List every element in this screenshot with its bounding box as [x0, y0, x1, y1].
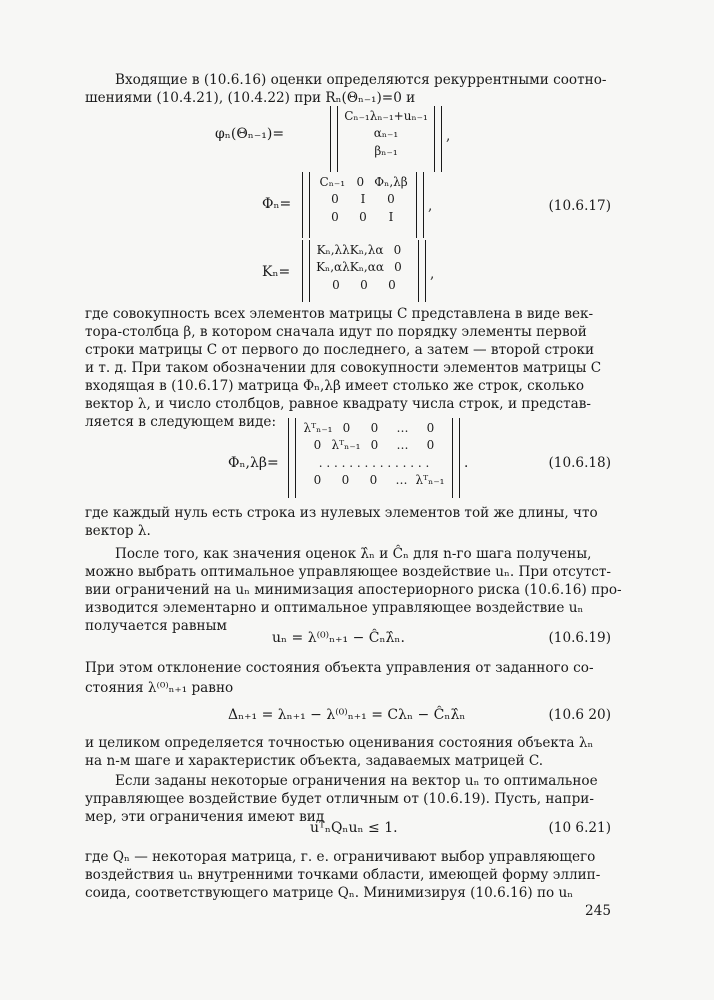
text-line: вии ограничений на uₙ минимизация апостериорного риска (10.6.16) про- [85, 582, 622, 598]
matrix-cell: Cₙ₋₁ [319, 175, 346, 189]
page-number: 245 [585, 903, 611, 919]
matrix-cell: 0 [331, 192, 339, 207]
text-line: изводится элементарно и оптимальное управляющее воздействие uₙ [85, 600, 584, 616]
text-line: мер, эти ограничения имеют вид [85, 809, 325, 825]
matrix-cell: 0 [332, 277, 340, 292]
matrix-cell: 0 [370, 421, 379, 435]
matrix-cell: Kₙ,λλ [316, 243, 350, 257]
matrix [302, 172, 424, 238]
equation-number: (10.6.17) [548, 198, 611, 214]
matrix-cell: 0 [341, 473, 350, 488]
matrix-cell: 0 [359, 209, 367, 224]
matrix-cell: 0 [331, 209, 339, 224]
matrix-cell: βₙ₋₁ [374, 143, 398, 158]
matrix-cell: 0 [388, 277, 396, 292]
matrix-cell: … [396, 438, 409, 453]
matrix-cell: I [360, 192, 366, 207]
matrix-cell: 0 [393, 243, 402, 257]
punctuation: , [430, 266, 435, 282]
text-line: После того, как значения оценок λ̂ₙ и Ĉₙ для n-го шага получены, [115, 546, 592, 562]
text-line: шениями (10.4.21), (10.4.22) при Rₙ(Θₙ₋₁)=0 и [85, 90, 416, 106]
equation: uₙ = λ⁽⁰⁾ₙ₊₁ − Ĉₙλ̂ₙ. [272, 630, 405, 646]
matrix-cell: 0 [387, 192, 395, 207]
text-line: можно выбрать оптимальное управляющее воздействие uₙ. При отсутст- [85, 564, 612, 580]
equation-number: (10.6 20) [548, 707, 611, 723]
equation-lhs: Kₙ= [262, 264, 291, 280]
matrix-cell: Kₙ,λα [349, 243, 384, 257]
punctuation: . [464, 455, 469, 471]
matrix-cell: 0 [426, 438, 435, 453]
text-line: тора-столбца β, в котором сначала идут по порядку элементы первой [85, 324, 587, 340]
matrix-cell: αₙ₋₁ [373, 126, 399, 141]
matrix-cell: 0 [356, 175, 365, 189]
text-line: воздействия uₙ внутренними точками области, имеющей форму эллип- [85, 867, 601, 883]
text-line: на n-м шаге и характеристик объекта, задаваемых матрицей C. [85, 753, 544, 769]
matrix-cell: 0 [313, 438, 322, 453]
matrix-cell: 0 [313, 473, 322, 488]
text-line: входящая в (10.6.17) матрица Φₙ,λβ имеет столько же строк, сколько [85, 378, 585, 394]
text-line: Если заданы некоторые ограничения на вектор uₙ то оптимальное [115, 773, 598, 789]
matrix-cell: I [388, 209, 394, 224]
matrix-cell: 0 [370, 438, 379, 453]
equation-number: (10 6.21) [548, 820, 611, 836]
text-line: ляется в следующем виде: [85, 414, 277, 430]
matrix-cell: Φₙ,λβ [374, 175, 408, 189]
text-line: и т. д. При таком обозначении для совокупности элементов матрицы C [85, 360, 602, 376]
text-line: вектор λ. [85, 523, 151, 539]
text-line: и целиком определяется точностью оценивания состояния объекта λₙ [85, 735, 594, 751]
text-line: стояния λ⁽⁰⁾ₙ₊₁ равно [85, 680, 234, 696]
matrix-cell: λᵀₙ₋₁ [303, 421, 333, 435]
equation-number: (10.6.19) [548, 630, 611, 646]
equation-lhs: φₙ(Θₙ₋₁)= [215, 126, 285, 142]
matrix-cell: 0 [342, 421, 351, 435]
matrix-cell: 0 [369, 473, 378, 488]
text-line: вектор λ, и число столбцов, равное квадрату числа строк, и представ- [85, 396, 591, 412]
matrix-cell: λᵀₙ₋₁ [415, 473, 445, 488]
equation-number: (10.6.18) [548, 455, 611, 471]
text-line: управляющее воздействие будет отличным от (10.6.19). Пусть, напри- [85, 791, 594, 807]
matrix-cell: 0 [426, 421, 435, 435]
matrix-cell: λᵀₙ₋₁ [331, 438, 361, 453]
punctuation: , [446, 128, 451, 144]
matrix-cell: … [395, 473, 408, 488]
matrix-cell: Cₙ₋₁λₙ₋₁+uₙ₋₁ [344, 109, 428, 123]
equation-lhs: Φₙ= [262, 196, 292, 212]
matrix-cell: Kₙ,αλ [316, 260, 350, 275]
equation: uᵀₙQₙuₙ ≤ 1. [310, 820, 398, 836]
column-vector [330, 106, 442, 172]
matrix-cell: … [396, 421, 409, 435]
text-line: получается равным [85, 618, 227, 634]
matrix-cell: 0 [360, 277, 368, 292]
text-line: строки матрицы C от первого до последнего, а затем — второй строки [85, 342, 595, 358]
text-line: При этом отклонение состояния объекта управления от заданного со- [85, 660, 594, 676]
matrix [302, 240, 426, 302]
matrix-cell: 0 [394, 260, 402, 275]
matrix [288, 418, 460, 498]
matrix-cell: Kₙ,αα [349, 260, 384, 275]
equation: Δₙ₊₁ = λₙ₊₁ − λ⁽⁰⁾ₙ₊₁ = Cλₙ − Ĉₙλ̂ₙ [228, 707, 466, 723]
punctuation: , [428, 198, 433, 214]
text-line: где каждый нуль есть строка из нулевых элементов той же длины, что [85, 505, 598, 521]
text-line: соида, соответствующего матрице Qₙ. Минимизируя (10.6.16) по uₙ [85, 885, 574, 901]
equation-lhs: Φₙ,λβ= [228, 455, 279, 471]
matrix-dots: . . . . . . . . . . . . . . . [318, 455, 430, 470]
text-line: Входящие в (10.6.16) оценки определяются рекуррентными соотно- [115, 72, 607, 88]
text-line: где совокупность всех элементов матрицы C представлена в виде век- [85, 306, 594, 322]
text-line: где Qₙ — некоторая матрица, г. е. ограничивают выбор управляющего [85, 849, 596, 865]
